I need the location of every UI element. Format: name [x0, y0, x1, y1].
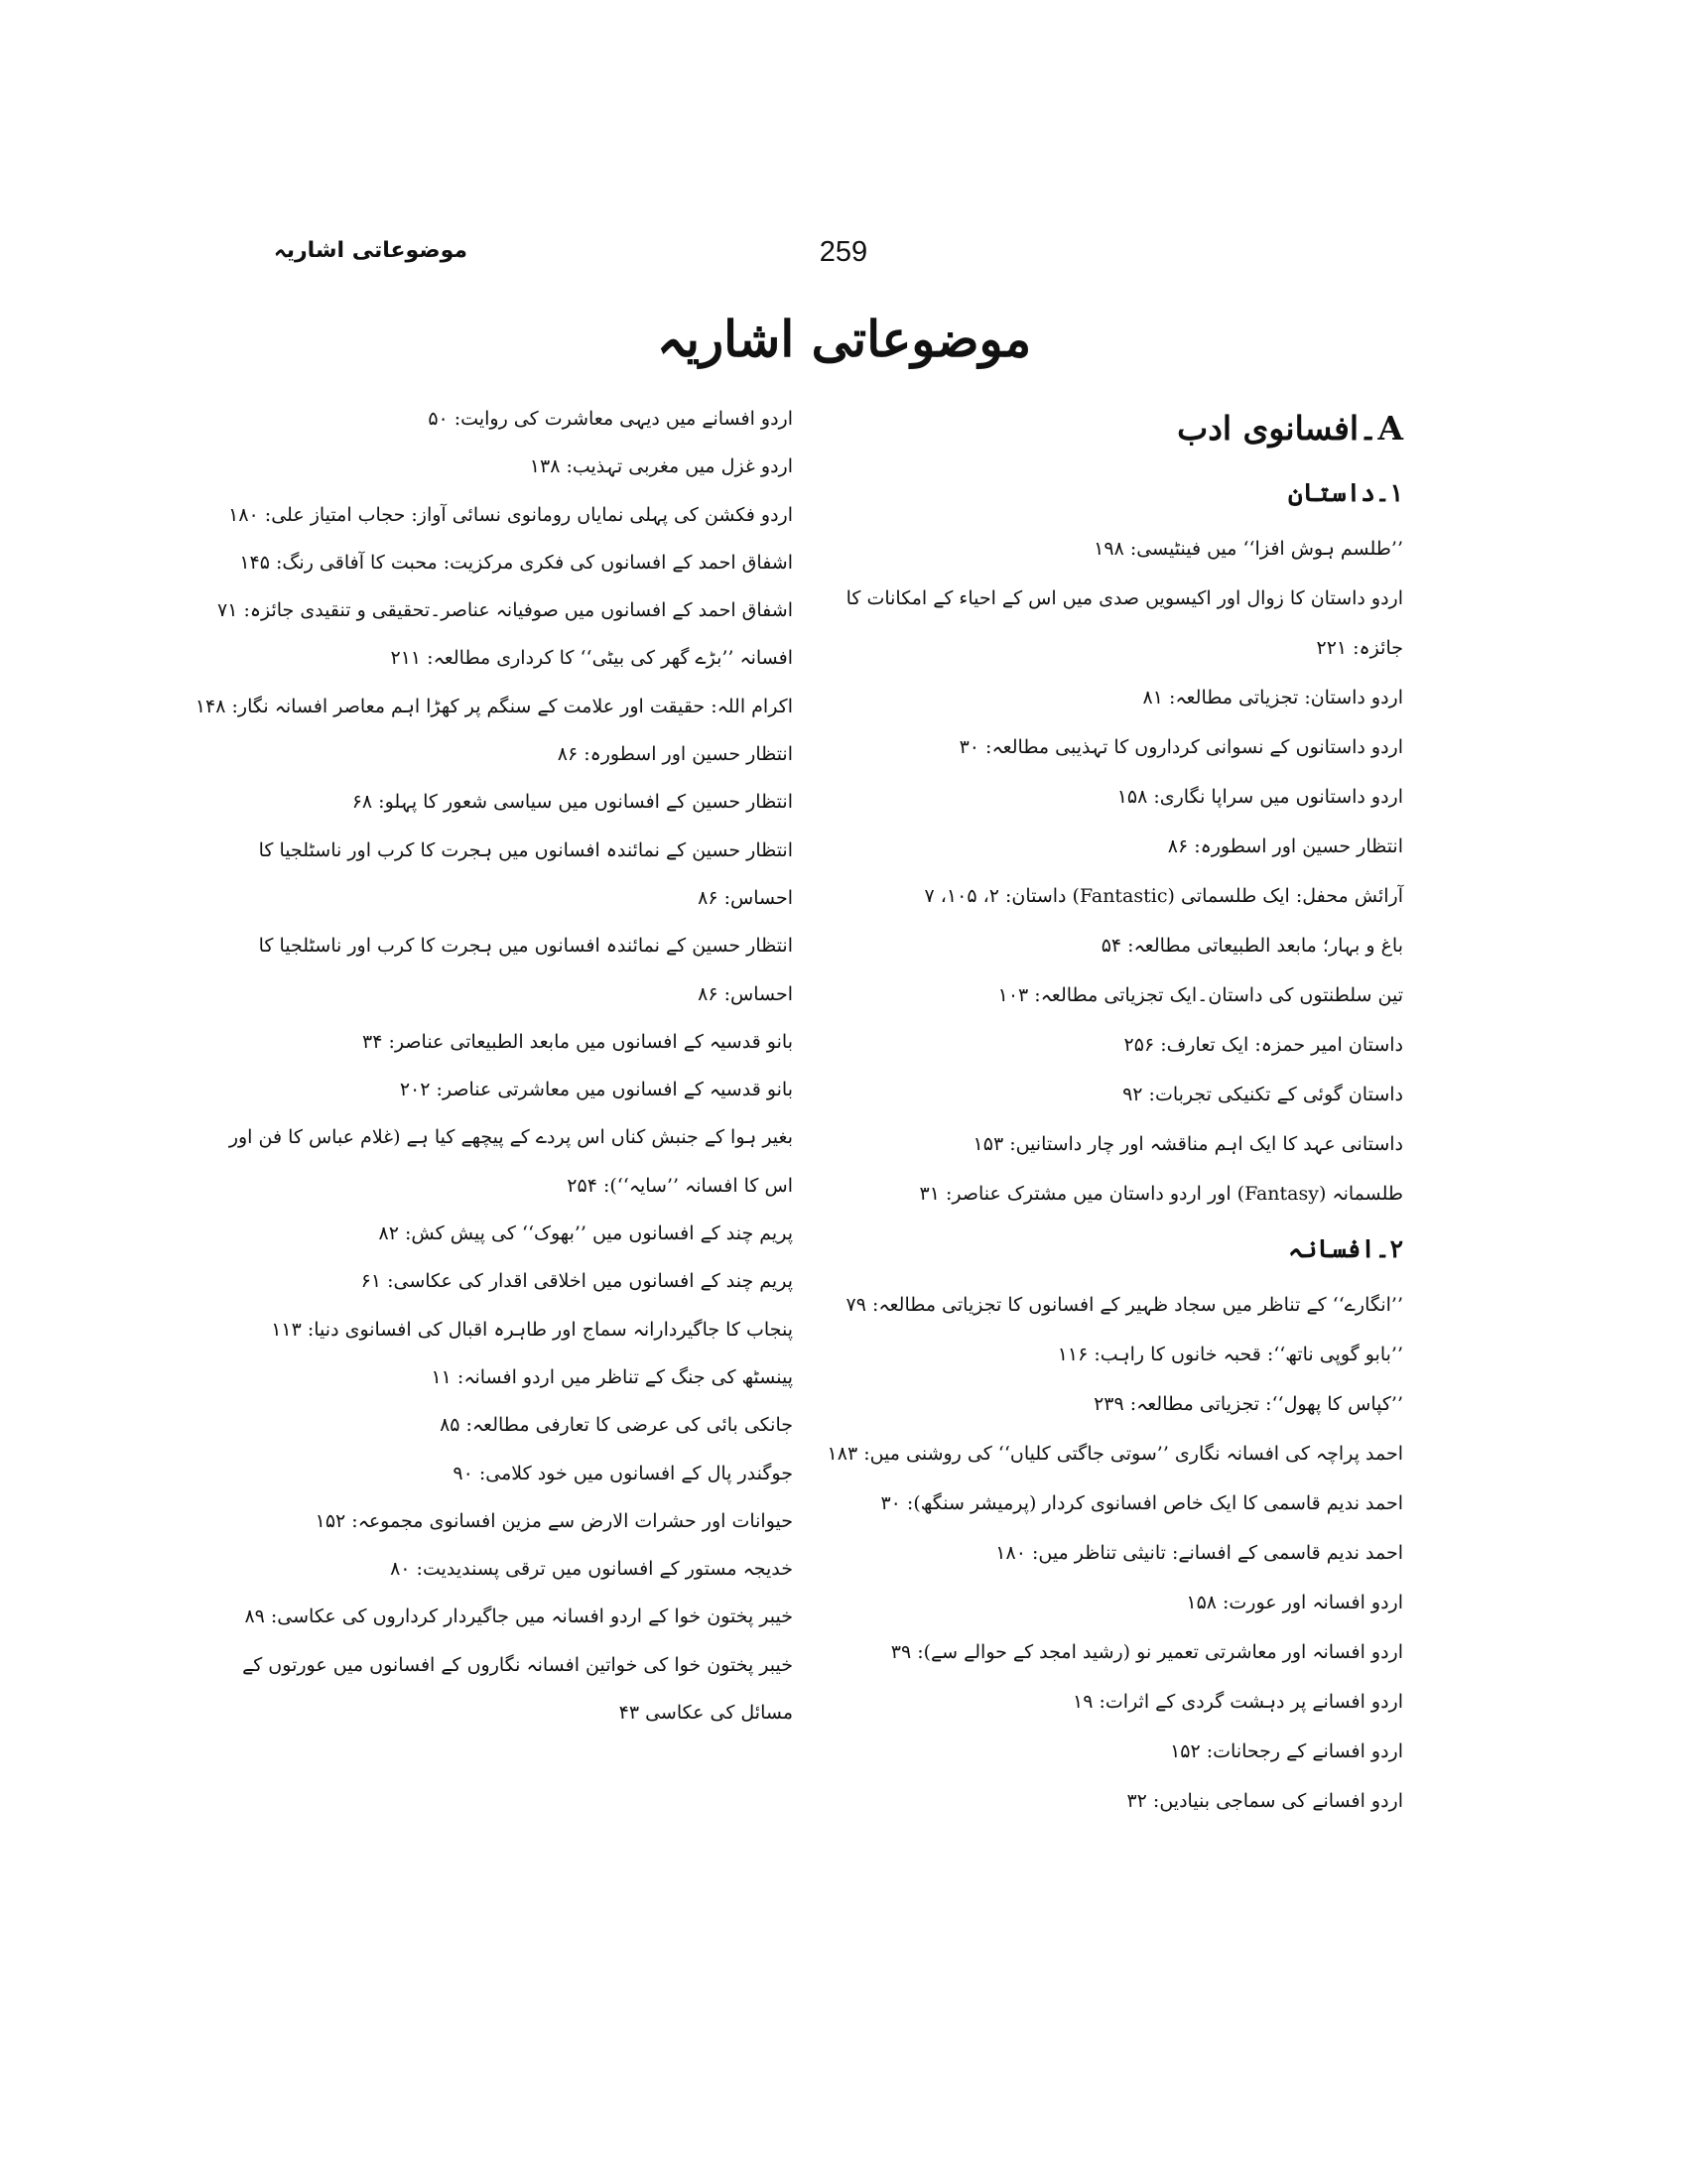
index-entry-continuation: احساس: ۸۶ [698, 982, 793, 1005]
page-title: موضوعاتی اشاریہ [656, 310, 1032, 368]
index-entry: بانو قدسیہ کے افسانوں میں مابعد الطبیعاتی عناصر: ۳۴ [362, 1030, 793, 1053]
index-entry: اردو غزل میں مغربی تہذیب: ۱۳۸ [529, 455, 793, 478]
index-entry: خدیجہ مستور کے افسانوں میں ترقی پسندیدیت: ۸۰ [390, 1558, 793, 1581]
index-entry-continuation: احساس: ۸۶ [698, 886, 793, 909]
running-header [0, 236, 1688, 276]
index-entry: پینسٹھ کی جنگ کے تناظر میں اردو افسانہ: ۱۱ [431, 1365, 793, 1388]
index-entry: اکرام اللہ: حقیقت اور علامت کے سنگم پر کھڑا اہم معاصر افسانہ نگار: ۱۴۸ [195, 695, 793, 717]
subsection-heading-dastan: ۱۔داستان [1288, 478, 1403, 507]
index-entry: اردو افسانے کی سماجی بنیادیں: ۳۲ [1126, 1790, 1403, 1812]
index-entry: حیوانات اور حشرات الارض سے مزین افسانوی مجموعہ: ۱۵۲ [315, 1509, 793, 1532]
index-entry: انتظار حسین اور اسطورہ: ۸۶ [1167, 835, 1403, 857]
index-entry: ’’انگارے‘‘ کے تناظر میں سجاد ظہیر کے افسانوں کا تجزیاتی مطالعہ: ۷۹ [845, 1294, 1403, 1316]
index-entry: خیبر پختون خوا کے اردو افسانہ میں جاگیردار کرداروں کی عکاسی: ۸۹ [244, 1606, 793, 1628]
index-entry: پریم چند کے افسانوں میں ’’بھوک‘‘ کی پیش کش: ۸۲ [378, 1222, 793, 1245]
index-entry: اشفاق احمد کے افسانوں میں صوفیانہ عناصر۔تحقیقی و تنقیدی جائزہ: ۷۱ [216, 599, 793, 622]
index-entry: انتظار حسین کے نمائندہ افسانوں میں ہجرت کا کرب اور ناسٹلجیا کا [258, 935, 793, 958]
index-entry: خیبر پختون خوا کی خواتین افسانہ نگاروں کے افسانوں میں عورتوں کے [242, 1653, 793, 1676]
index-entry: جانکی بائی کی عرضی کا تعارفی مطالعہ: ۸۵ [440, 1414, 793, 1437]
index-entry: اردو فکشن کی پہلی نمایاں رومانوی نسائی آواز: حجاب امتیاز علی: ۱۸۰ [228, 503, 793, 526]
index-entry: اردو داستانوں میں سراپا نگاری: ۱۵۸ [1116, 786, 1403, 808]
index-entry: اردو داستانوں کے نسوانی کرداروں کا تہذیبی مطالعہ: ۳۰ [959, 736, 1403, 758]
subsection-heading-afsana: ۲۔افسانہ [1288, 1234, 1403, 1263]
index-entry: پریم چند کے افسانوں میں اخلاقی اقدار کی عکاسی: ۶۱ [360, 1270, 793, 1293]
index-entry: تین سلطنتوں کی داستان۔ایک تجزیاتی مطالعہ: ۱۰۳ [997, 984, 1403, 1006]
index-entry: داستانی عہد کا ایک اہم مناقشہ اور چار داستانیں: ۱۵۳ [973, 1133, 1403, 1155]
index-entry: ’’بابو گوپی ناتھ‘‘: قحبہ خانوں کا راہب: ۱۱۶ [1057, 1344, 1403, 1365]
index-entry: انتظار حسین اور اسطورہ: ۸۶ [557, 743, 793, 766]
index-entry: احمد پراچہ کی افسانہ نگاری ’’سوتی جاگتی کلیاں‘‘ کی روشنی میں: ۱۸۳ [827, 1443, 1403, 1465]
index-entry: اردو افسانہ اور عورت: ۱۵۸ [1186, 1592, 1403, 1613]
index-entry: احمد ندیم قاسمی کے افسانے: تانیثی تناظر میں: ۱۸۰ [995, 1542, 1403, 1564]
index-entry: پنجاب کا جاگیردارانہ سماج اور طاہرہ اقبال کی افسانوی دنیا: ۱۱۳ [271, 1318, 793, 1341]
index-entry: اردو افسانے کے رجحانات: ۱۵۲ [1170, 1740, 1403, 1762]
index-column-right [827, 395, 1403, 1826]
running-title: موضوعاتی اشاریہ [273, 238, 467, 263]
section-heading: A۔افسانوی ادب [1177, 409, 1403, 448]
index-entry-continuation: جائزہ: ۲۲۱ [1316, 637, 1403, 659]
index-entry: اردو افسانے میں دیہی معاشرت کی روایت: ۵۰ [428, 408, 793, 430]
index-entry: ’’کپاس کا پھول‘‘: تجزیاتی مطالعہ: ۲۳۹ [1094, 1393, 1403, 1415]
index-entry: اشفاق احمد کے افسانوں کی فکری مرکزیت: محبت کا آفاقی رنگ: ۱۴۵ [239, 551, 793, 574]
index-entry: بانو قدسیہ کے افسانوں میں معاشرتی عناصر: ۲۰۲ [399, 1079, 793, 1101]
index-entry: افسانہ ’’بڑے گھر کی بیٹی‘‘ کا کرداری مطالعہ: ۲۱۱ [390, 647, 793, 670]
index-entry: داستان گوئی کے تکنیکی تجربات: ۹۲ [1122, 1084, 1403, 1105]
index-column-left [195, 395, 793, 1736]
index-entry: داستان امیر حمزہ: ایک تعارف: ۲۵۶ [1123, 1034, 1403, 1056]
page-number: 259 [819, 236, 868, 268]
index-entry: انتظار حسین کے نمائندہ افسانوں میں ہجرت کا کرب اور ناسٹلجیا کا [258, 838, 793, 861]
index-entry: جوگندر پال کے افسانوں میں خود کلامی: ۹۰ [453, 1462, 793, 1484]
index-entry: اردو افسانے پر دہشت گردی کے اثرات: ۱۹ [1073, 1691, 1403, 1713]
index-entry-continuation: مسائل کی عکاسی ۴۳ [618, 1702, 793, 1725]
index-entry: باغ و بہار؛ مابعد الطبیعاتی مطالعہ: ۵۴ [1101, 935, 1403, 957]
index-entry: اردو داستان کا زوال اور اکیسویں صدی میں اس کے احیاء کے امکانات کا [845, 587, 1403, 609]
index-entry-continuation: اس کا افسانہ ’’سایہ‘‘): ۲۵۴ [567, 1174, 793, 1197]
index-entry: اردو داستان: تجزیاتی مطالعہ: ۸۱ [1142, 687, 1403, 708]
index-entry: اردو افسانہ اور معاشرتی تعمیر نو (رشید امجد کے حوالے سے): ۳۹ [890, 1641, 1403, 1663]
index-entry: بغیر ہوا کے جنبش کناں اس پردے کے پیچھے کیا ہے (غلام عباس کا فن اور [228, 1126, 793, 1149]
index-entry: انتظار حسین کے افسانوں میں سیاسی شعور کا پہلو: ۶۸ [351, 791, 793, 814]
index-entry: آرائش محفل: ایک طلسماتی (Fantastic) داستان: ۲، ۱۰۵، ۷ [924, 885, 1403, 907]
index-entry: ’’طلسم ہوش افزا‘‘ میں فینٹیسی: ۱۹۸ [1094, 538, 1403, 560]
index-entry: احمد ندیم قاسمی کا ایک خاص افسانوی کردار (پرمیشر سنگھ): ۳۰ [880, 1492, 1403, 1514]
index-entry: طلسمانہ (Fantasy) اور اردو داستان میں مشترک عناصر: ۳۱ [919, 1183, 1403, 1205]
